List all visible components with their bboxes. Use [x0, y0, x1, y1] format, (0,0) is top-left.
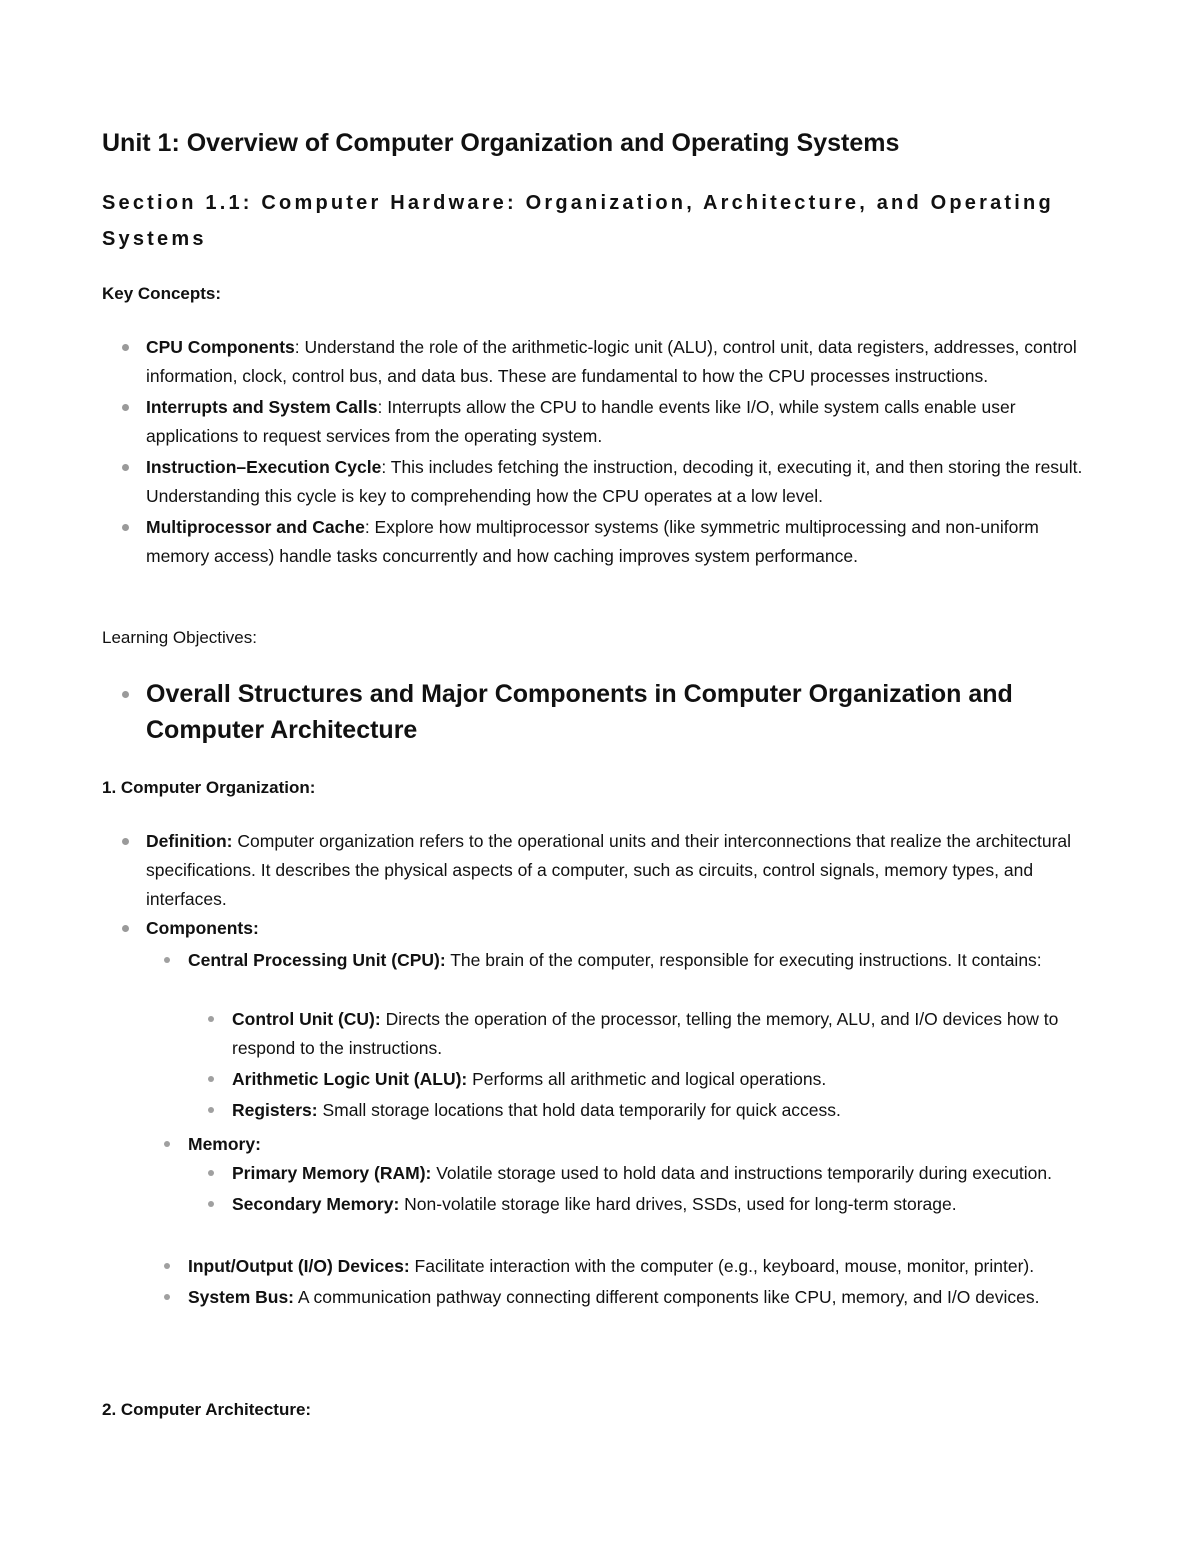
memory-label: Memory:: [188, 1134, 261, 1154]
concept-text: : This includes fetching the instruction, decoding it, executing it, and then storing the result. Understanding this cycle is key to comprehending how the CPU operates at a low level.: [146, 457, 1083, 506]
bullet-icon: [122, 524, 129, 531]
memory-part-text: Volatile storage used to hold data and instructions temporarily during execution.: [431, 1163, 1053, 1183]
cpu-part-text: Small storage locations that hold data temporarily for quick access.: [317, 1100, 841, 1120]
organization-list: [146, 827, 1106, 943]
bullet-icon: [164, 1294, 170, 1300]
cpu-text: The brain of the computer, responsible for executing instructions. It contains:: [445, 950, 1042, 970]
cpu-parts-list: [232, 1005, 1108, 1125]
io-devices-term: Input/Output (I/O) Devices:: [188, 1256, 410, 1276]
system-bus-text: A communication pathway connecting different components like CPU, memory, and I/O devices.: [294, 1287, 1040, 1307]
definition-text: Computer organization refers to the operational units and their interconnections that realize the architectural specifications. It describes the physical aspects of a computer, such as circuits, control signals, memory types, and interfaces.: [146, 831, 1072, 909]
bullet-icon: [122, 691, 129, 698]
list-item: [146, 453, 1106, 511]
bullet-icon: [122, 404, 129, 411]
list-item: [146, 914, 1106, 943]
list-item: [188, 1283, 1108, 1312]
list-item: [146, 513, 1106, 571]
bullet-icon: [122, 838, 129, 845]
bullet-icon: [164, 1141, 170, 1147]
bullet-icon: [208, 1016, 214, 1022]
memory-list: [188, 1130, 1108, 1159]
concept-text: : Interrupts allow the CPU to handle events like I/O, while system calls enable user applications to request services from the operating system.: [146, 397, 1016, 446]
concept-term: Interrupts and System Calls: [146, 397, 378, 417]
memory-part-term: Secondary Memory:: [232, 1194, 400, 1214]
concept-term: CPU Components: [146, 337, 295, 357]
overall-structures-heading: [146, 676, 1106, 748]
components-list: [188, 946, 1108, 975]
unit-title: Unit 1: Overview of Computer Organization and Operating Systems: [102, 129, 900, 157]
concept-text: : Explore how multiprocessor systems (like symmetric multiprocessing and non-uniform memory access) handle tasks concurrently and how caching improves system performance.: [146, 517, 1039, 566]
list-item: [232, 1190, 1108, 1219]
list-item: [146, 827, 1106, 914]
list-item: [146, 393, 1106, 451]
bullet-icon: [164, 957, 170, 963]
list-item: [232, 1005, 1108, 1063]
concept-term: Instruction–Execution Cycle: [146, 457, 382, 477]
cpu-part-term: Registers:: [232, 1100, 318, 1120]
bullet-icon: [164, 1263, 170, 1269]
bullet-icon: [122, 925, 129, 932]
learning-objectives-label: Learning Objectives:: [102, 628, 257, 647]
cpu-part-text: Performs all arithmetic and logical operations.: [467, 1069, 827, 1089]
memory-parts-list: [232, 1159, 1108, 1219]
io-devices-text: Facilitate interaction with the computer (e.g., keyboard, mouse, monitor, printer).: [409, 1256, 1035, 1276]
key-concepts-list: [146, 333, 1106, 571]
list-item: [188, 1252, 1108, 1281]
section-title: Section 1.1: Computer Hardware: Organization, Architecture, and Operating Systems: [102, 192, 1054, 250]
cpu-term: Central Processing Unit (CPU):: [188, 950, 446, 970]
cpu-part-text: Directs the operation of the processor, telling the memory, ALU, and I/O devices how to respond to the instructions.: [232, 1009, 1059, 1058]
system-bus-term: System Bus:: [188, 1287, 295, 1307]
list-item: [232, 1065, 1108, 1094]
definition-term: Definition:: [146, 831, 233, 851]
list-item: [188, 1130, 1108, 1159]
bullet-icon: [208, 1201, 214, 1207]
list-item: [146, 333, 1106, 391]
computer-architecture-heading: 2. Computer Architecture:: [102, 1400, 312, 1419]
computer-organization-heading: 1. Computer Organization:: [102, 778, 316, 797]
key-concepts-label: Key Concepts:: [102, 284, 222, 303]
bullet-icon: [208, 1107, 214, 1113]
concept-text: : Understand the role of the arithmetic-logic unit (ALU), control unit, data registers, addresses, control information, clock, control bus, and data bus. These are fundamental to how the CPU processes instructions.: [146, 337, 1077, 386]
bullet-icon: [208, 1170, 214, 1176]
list-item: [232, 1159, 1108, 1188]
list-item: [232, 1096, 1108, 1125]
cpu-part-term: Arithmetic Logic Unit (ALU):: [232, 1069, 468, 1089]
bullet-icon: [122, 344, 129, 351]
memory-part-text: Non-volatile storage like hard drives, SSDs, used for long-term storage.: [399, 1194, 957, 1214]
bullet-icon: [122, 464, 129, 471]
overall-structures-text: Overall Structures and Major Components in Computer Organization and Computer Architecture: [146, 680, 1013, 744]
concept-term: Multiprocessor and Cache: [146, 517, 365, 537]
bullet-icon: [208, 1076, 214, 1082]
components-label: Components:: [146, 918, 259, 938]
cpu-part-term: Control Unit (CU):: [232, 1009, 381, 1029]
devices-list: [188, 1252, 1108, 1312]
memory-part-term: Primary Memory (RAM):: [232, 1163, 432, 1183]
list-item: [188, 946, 1108, 975]
